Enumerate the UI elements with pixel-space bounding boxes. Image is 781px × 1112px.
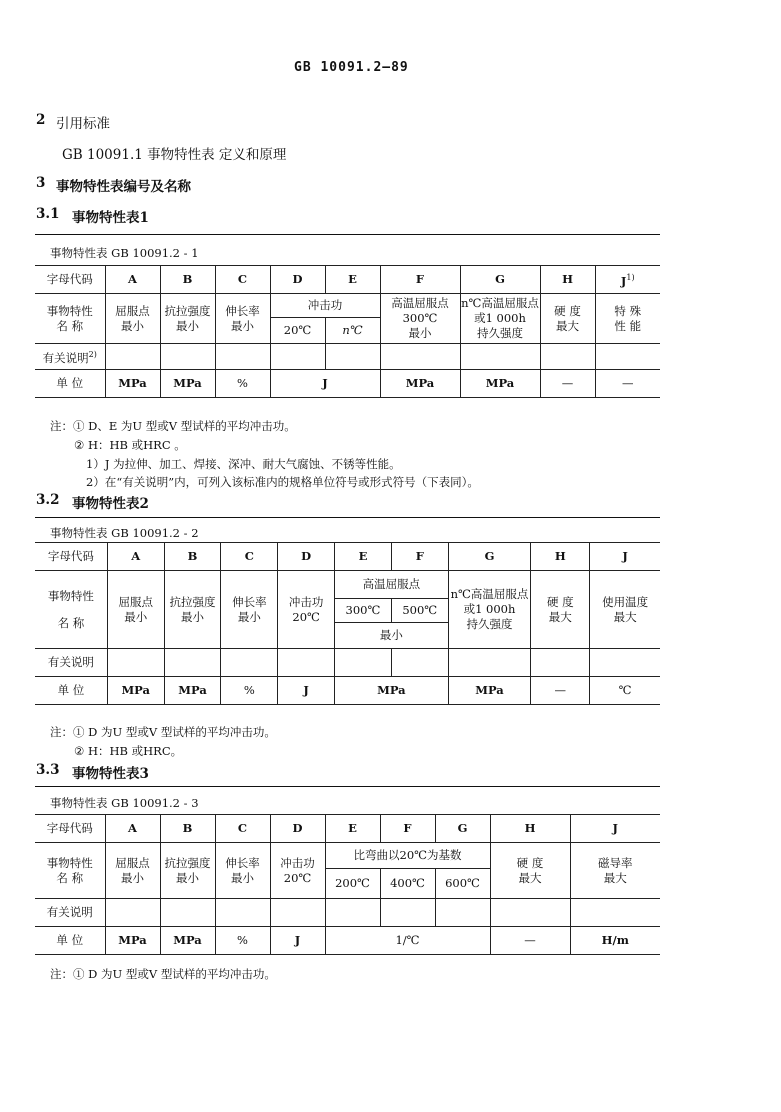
section-3-number: 3 [36, 175, 46, 191]
code-D: D [270, 815, 325, 843]
code-A: A [105, 815, 160, 843]
char-J: 磁导率 最大 [570, 843, 660, 899]
code-G: G [460, 266, 540, 294]
code-C: C [221, 543, 278, 571]
code-E: E [325, 266, 380, 294]
char-DE-group: 冲击功 [270, 294, 380, 318]
code-F: F [380, 266, 460, 294]
char-A: 屈服点 最小 [107, 571, 164, 649]
unit-B: MPa [160, 927, 215, 955]
char-H: 硬 度 最大 [531, 571, 590, 649]
char-C: 伸长率 最小 [221, 571, 278, 649]
code-F: F [380, 815, 435, 843]
char-H: 硬 度 最大 [490, 843, 570, 899]
section-3-3-number: 3.3 [36, 762, 60, 778]
unit-J: H/m [570, 927, 660, 955]
code-J: J [570, 815, 660, 843]
unit-A: MPa [107, 677, 164, 705]
table-1-note-2: ② H：HB 或HRC 。 [74, 438, 186, 452]
char-J: 使用温度 最大 [590, 571, 660, 649]
section-2-title: 引用标准 [56, 116, 110, 132]
code-B: B [160, 266, 215, 294]
char-G: n℃高温屈服点 或1 000h 持久强度 [460, 294, 540, 344]
char-E: 300℃ [335, 599, 392, 623]
char-D: 冲击功 20℃ [270, 843, 325, 899]
code-G: G [448, 543, 531, 571]
code-A: A [105, 266, 160, 294]
table-1-note-1: 注：① D、E 为U 型或V 型试样的平均冲击功。 [50, 419, 296, 433]
table-1-top-rule [35, 234, 660, 235]
char-EF-group: 高温屈服点 [335, 571, 449, 599]
table-1-caption: 事物特性表 GB 10091.2 - 1 [50, 246, 199, 260]
char-D: 20℃ [270, 318, 325, 344]
section-3-1-number: 3.1 [36, 206, 60, 222]
section-2-reference: GB 10091.1 事物特性表 定义和原理 [62, 147, 287, 163]
row-label-code: 字母代码 [35, 815, 105, 843]
unit-D: J [270, 927, 325, 955]
table-3-top-rule [35, 786, 660, 787]
table-2-note-2: ② H：HB 或HRC。 [74, 744, 183, 758]
row-label-characteristic: 事物特性 名 称 [35, 571, 107, 649]
char-D: 冲击功 20℃ [278, 571, 335, 649]
unit-G: MPa [460, 370, 540, 398]
table-1-note-3: 1）J 为拉伸、加工、焊接、深冲、耐大气腐蚀、不锈等性能。 [86, 457, 401, 471]
char-E: n℃ [325, 318, 380, 344]
unit-B: MPa [160, 370, 215, 398]
unit-F: MPa [380, 370, 460, 398]
row-label-unit: 单 位 [35, 370, 105, 398]
table-2-caption: 事物特性表 GB 10091.2 - 2 [50, 526, 199, 540]
unit-A: MPa [105, 370, 160, 398]
row-label-about: 有关说明 [35, 649, 107, 677]
code-J: J [590, 543, 660, 571]
table-2-top-rule [35, 517, 660, 518]
table-1-note-4: 2）在“有关说明”内，可列入该标准内的规格单位符号或形式符号（下表同）。 [86, 475, 479, 489]
page-header: GB 10091.2—89 [294, 60, 409, 75]
row-label-unit: 单 位 [35, 677, 107, 705]
row-label-characteristic: 事物特性 名 称 [35, 294, 105, 344]
char-EF-min: 最小 [335, 623, 449, 649]
spec-table-3 [35, 814, 660, 955]
table-2-note-1: 注：① D 为U 型或V 型试样的平均冲击功。 [50, 725, 276, 739]
code-F: F [391, 543, 448, 571]
unit-EF: MPa [335, 677, 449, 705]
section-3-2-number: 3.2 [36, 492, 60, 508]
char-G: n℃高温屈服点 或1 000h 持久强度 [448, 571, 531, 649]
code-C: C [215, 815, 270, 843]
unit-J: ℃ [590, 677, 660, 705]
char-C: 伸长率 最小 [215, 294, 270, 344]
spec-table-1 [35, 265, 660, 398]
row-label-about: 有关说明$^{2)}$ [35, 344, 105, 370]
code-B: B [160, 815, 215, 843]
section-3-1-title: 事物特性表1 [72, 210, 149, 226]
code-A: A [107, 543, 164, 571]
section-3-3-title: 事物特性表3 [72, 766, 149, 782]
code-H: H [490, 815, 570, 843]
code-D: D [278, 543, 335, 571]
char-J: 特 殊 性 能 [595, 294, 660, 344]
table-3-caption: 事物特性表 GB 10091.2 - 3 [50, 796, 199, 810]
char-E: 200℃ [325, 869, 380, 899]
section-3-title: 事物特性表编号及名称 [56, 179, 191, 195]
code-G: G [435, 815, 490, 843]
char-F: 高温屈服点 300℃ 最小 [380, 294, 460, 344]
row-label-unit: 单 位 [35, 927, 105, 955]
char-F: 400℃ [380, 869, 435, 899]
code-H: H [540, 266, 595, 294]
unit-A: MPa [105, 927, 160, 955]
unit-C: % [221, 677, 278, 705]
char-C: 伸长率 最小 [215, 843, 270, 899]
spec-table-2 [35, 542, 660, 705]
char-EFG-group: 比弯曲以20℃为基数 [325, 843, 490, 869]
char-H: 硬 度 最大 [540, 294, 595, 344]
section-3-2-title: 事物特性表2 [72, 496, 149, 512]
unit-C: % [215, 370, 270, 398]
code-H: H [531, 543, 590, 571]
unit-EFG: 1/℃ [325, 927, 490, 955]
unit-B: MPa [164, 677, 221, 705]
unit-G: MPa [448, 677, 531, 705]
row-label-code: 字母代码 [35, 266, 105, 294]
unit-DE: J [270, 370, 380, 398]
unit-J: — [595, 370, 660, 398]
unit-H: — [490, 927, 570, 955]
char-G: 600℃ [435, 869, 490, 899]
char-A: 屈服点 最小 [105, 294, 160, 344]
table-3-note-1: 注：① D 为U 型或V 型试样的平均冲击功。 [50, 967, 276, 981]
row-label-about: 有关说明 [35, 899, 105, 927]
char-B: 抗拉强度 最小 [160, 294, 215, 344]
section-2-number: 2 [36, 112, 46, 128]
char-A: 屈服点 最小 [105, 843, 160, 899]
code-C: C [215, 266, 270, 294]
code-J: $J^{1)}$ [595, 266, 660, 294]
char-F: 500℃ [391, 599, 448, 623]
code-B: B [164, 543, 221, 571]
unit-D: J [278, 677, 335, 705]
code-E: E [325, 815, 380, 843]
code-D: D [270, 266, 325, 294]
unit-C: % [215, 927, 270, 955]
char-B: 抗拉强度 最小 [160, 843, 215, 899]
code-E: E [335, 543, 392, 571]
row-label-characteristic: 事物特性 名 称 [35, 843, 105, 899]
char-B: 抗拉强度 最小 [164, 571, 221, 649]
row-label-code: 字母代码 [35, 543, 107, 571]
unit-H: — [531, 677, 590, 705]
unit-H: — [540, 370, 595, 398]
